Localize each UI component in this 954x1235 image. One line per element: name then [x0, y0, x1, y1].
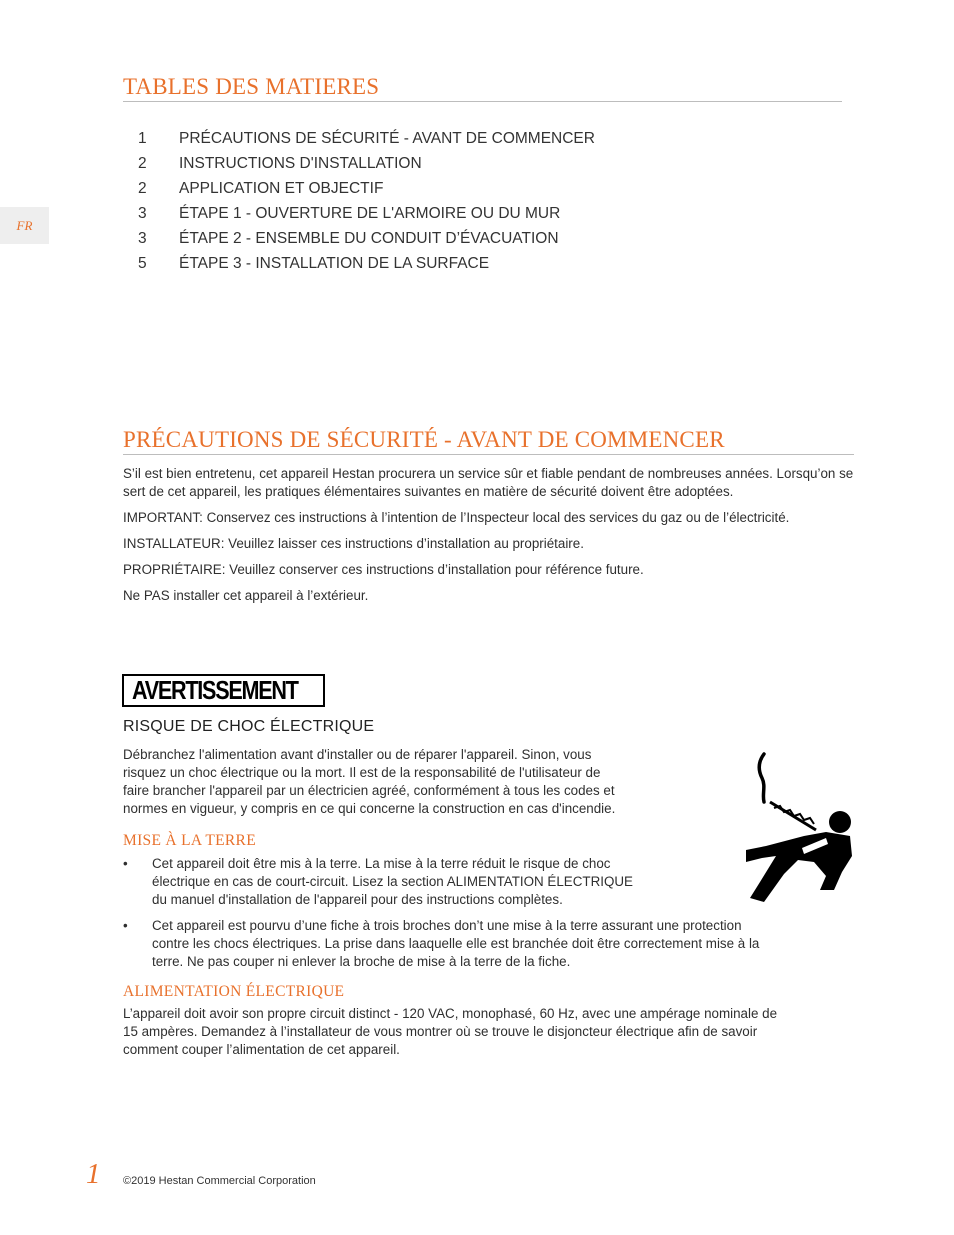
risk-title: RISQUE DE CHOC ÉLECTRIQUE [123, 718, 375, 735]
warning-badge-label: AVERTISSEMENT [132, 675, 298, 705]
toc-label: ÉTAPE 2 - ENSEMBLE DU CONDUIT D’ÉVACUATION [179, 229, 559, 247]
toc-page-number: 1 [138, 129, 147, 147]
toc-list [138, 126, 595, 276]
text-line: terre. Ne pas couper ni enlever la broche de mise à la terre de la fiche. [152, 954, 571, 969]
text-line: électrique en cas de court-circuit. Lisez la section ALIMENTATION ÉLECTRIQUE [152, 874, 633, 889]
toc-item[interactable] [138, 201, 595, 226]
text-line: normes en vigueur, y compris en ce qui concerne la construction en cas d'incendie. [123, 801, 616, 816]
toc-label: ÉTAPE 1 - OUVERTURE DE L'ARMOIRE OU DU MUR [179, 204, 561, 222]
safety-paragraph: Ne PAS installer cet appareil à l’extérieur. [123, 588, 369, 603]
bullet-dot: • [123, 856, 128, 871]
text-line: 15 ampères. Demandez à l’installateur de vous montrer où se trouve le disjoncteur électrique afin de savoir [123, 1024, 758, 1039]
text-line: contre les chocs électriques. La prise dans laaquelle elle est branchée doit être correctement mise à la [152, 936, 760, 951]
safety-paragraph: S’il est bien entretenu, cet appareil Hestan procurera un service sûr et fiable pendant de nombreuses années. Lorsqu’on se sert de cet appareil, les pratiques élémentaires suivantes en matière de sécurité doivent être adoptées. [123, 466, 854, 499]
safety-paragraph: INSTALLATEUR: Veuillez laisser ces instructions d’installation au propriétaire. [123, 536, 584, 551]
power-description [123, 1005, 903, 1059]
electric-shock-icon [740, 750, 858, 908]
toc-item[interactable] [138, 251, 595, 276]
warning-badge [122, 674, 325, 707]
toc-page-number: 5 [138, 254, 147, 272]
toc-item[interactable] [138, 226, 595, 251]
toc-title: TABLES DES MATIERES [123, 74, 842, 102]
toc-item[interactable] [138, 126, 595, 151]
bullet-dot: • [123, 918, 128, 933]
power-title: ALIMENTATION ÉLECTRIQUE [123, 983, 345, 1000]
toc-item[interactable] [138, 176, 595, 201]
safety-paragraphs [123, 465, 878, 613]
page-number: 1 [86, 1158, 101, 1190]
toc-label: INSTRUCTIONS D'INSTALLATION [179, 154, 422, 172]
toc-page-number: 2 [138, 179, 147, 197]
text-line: comment couper l’alimentation de cet appareil. [123, 1042, 400, 1057]
toc-page-number: 3 [138, 229, 147, 247]
toc-label: ÉTAPE 3 - INSTALLATION DE LA SURFACE [179, 254, 490, 272]
text-line: Débranchez l'alimentation avant d'installer ou de réparer l'appareil. Sinon, vous [123, 747, 592, 762]
safety-paragraph: PROPRIÉTAIRE: Veuillez conserver ces instructions d’installation pour référence future. [123, 562, 644, 577]
language-tab: FR [0, 207, 49, 244]
safety-section-title: PRÉCAUTIONS DE SÉCURITÉ - AVANT DE COMMENCER [123, 427, 854, 455]
risk-description [123, 746, 615, 818]
text-line: L’appareil doit avoir son propre circuit distinct - 120 VAC, monophasé, 60 Hz, avec une ampérage nominale de [123, 1006, 778, 1021]
safety-paragraph: IMPORTANT: Conservez ces instructions à l’intention de l’Inspecteur local des services du gaz ou de l’électricité. [123, 510, 790, 525]
text-line: du manuel d'installation de l'appareil pour des instructions complètes. [152, 892, 563, 907]
toc-label: PRÉCAUTIONS DE SÉCURITÉ - AVANT DE COMMENCER [179, 129, 595, 147]
text-line: faire brancher l'appareil par un électricien agréé, conformément à tous les codes et [123, 783, 615, 798]
toc-item[interactable] [138, 151, 595, 176]
toc-page-number: 3 [138, 204, 147, 222]
toc-page-number: 2 [138, 154, 147, 172]
toc-label: APPLICATION ET OBJECTIF [179, 179, 384, 197]
grounding-title: MISE À LA TERRE [123, 832, 256, 849]
text-line: Cet appareil est pourvu d’une fiche à trois broches don’t une mise à la terre assurant une protection [152, 918, 742, 933]
text-line: Cet appareil doit être mis à la terre. La mise à la terre réduit le risque de choc [152, 856, 611, 871]
text-line: risquez un choc électrique ou la mort. Il est de la responsabilité de l'utilisateur de [123, 765, 601, 780]
copyright: ©2019 Hestan Commercial Corporation [123, 1175, 316, 1187]
